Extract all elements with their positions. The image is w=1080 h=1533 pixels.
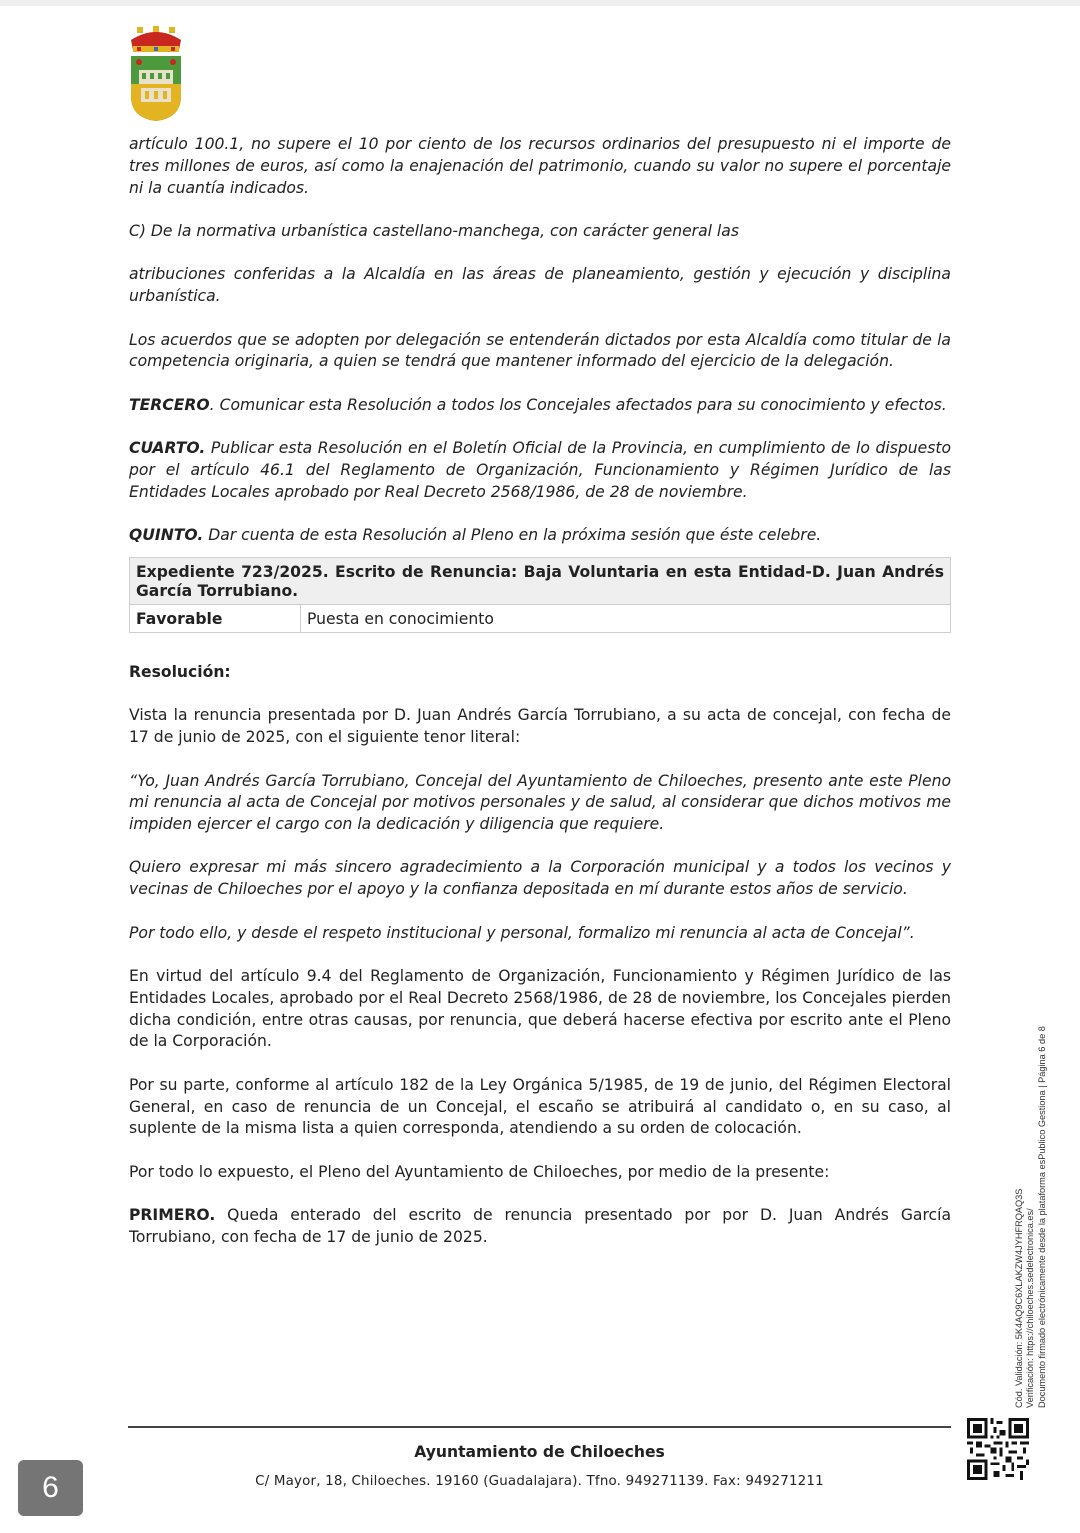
footer-divider <box>128 1426 951 1428</box>
footer-organization: Ayuntamiento de Chiloeches <box>414 1443 665 1461</box>
paragraph: Por todo ello, y desde el respeto institucional y personal, formalizo mi renuncia al acta de Concejal”. <box>129 923 915 942</box>
primero-paragraph <box>129 1205 951 1249</box>
paragraph: Quiero expresar mi más sincero agradecimiento a la Corporación municipal y a todos los vecinos y vecinas de Chiloeches por el apoyo y la confianza depositada en mí durante estos años de servicio. <box>129 858 951 899</box>
document-body <box>129 134 951 1270</box>
page-number-badge: 6 <box>18 1460 83 1516</box>
paragraph: Los acuerdos que se adopten por delegación se entenderán dictados por esta Alcaldía como titular de la competencia originaria, a quien se tendrá que mantener informado del ejercicio de la delegación. <box>129 330 951 371</box>
quinto-label: QUINTO. <box>129 526 204 545</box>
table-row <box>130 557 951 604</box>
expediente-title: Expediente 723/2025. Escrito de Renuncia: Baja Voluntaria en esta Entidad-D. Juan Andrés García Torrubiano. <box>130 557 951 604</box>
coat-of-arms-icon <box>127 26 185 122</box>
paragraph: Vista la renuncia presentada por D. Juan Andrés García Torrubiano, a su acta de concejal, con fecha de 17 de junio de 2025, con el siguiente tenor literal: <box>129 706 951 747</box>
qr-code-icon <box>967 1418 1029 1480</box>
footer-address: C/ Mayor, 18, Chiloeches. 19160 (Guadalajara). Tfno. 949271139. Fax: 949271211 <box>255 1474 824 1489</box>
quinto-text: Dar cuenta de esta Resolución al Pleno en la próxima sesión que éste celebre. <box>203 526 822 545</box>
verification-url[interactable]: Verificación: https://chiloeches.sedelectronica.es/ <box>1025 1208 1036 1408</box>
paragraph: Por todo lo expuesto, el Pleno del Ayuntamiento de Chiloeches, por medio de la presente: <box>129 1162 830 1181</box>
paragraph: “Yo, Juan Andrés García Torrubiano, Concejal del Ayuntamiento de Chiloeches, presento ante este Pleno mi renuncia al acta de Concejal por motivos personales y de salud, al considerar que dichos motivos me impiden ejercer el cargo con la dedicación y diligencia que requiere. <box>129 771 951 834</box>
status-value: Puesta en conocimiento <box>301 604 951 632</box>
paragraph: C) De la normativa urbanística castellano-manchega, con carácter general las <box>129 221 739 240</box>
tercero-label: TERCERO <box>129 395 210 414</box>
primero-label: PRIMERO. <box>129 1206 216 1225</box>
cuarto-text: Publicar esta Resolución en el Boletín Oficial de la Provincia, en cumplimiento de lo dispuesto por el artículo 46.1 del Reglamento de Organización, Funcionamiento y Régimen Jurídico de las Entidades Locales aprobado por Real Decreto 2568/1986, de 28 de noviembre. <box>129 439 951 501</box>
quinto-paragraph <box>129 525 951 547</box>
tercero-text: . Comunicar esta Resolución a todos los Concejales afectados para su conocimiento y efectos. <box>209 395 947 414</box>
paragraph: artículo 100.1, no supere el 10 por ciento de los recursos ordinarios del presupuesto ni el importe de tres millones de euros, así como la enajenación del patrimonio, cuando su valor no supere el porcentaje ni la cuantía indicados. <box>129 135 951 197</box>
validation-code: Cód. Validación: 5K4AQ9C6XLAKZW4JYHFRQAQ3S <box>1014 1188 1024 1408</box>
paragraph: atribuciones conferidas a la Alcaldía en las áreas de planeamiento, gestión y ejecución y disciplina urbanística. <box>129 265 951 306</box>
primero-text: Queda enterado del escrito de renuncia presentado por por D. Juan Andrés García Torrubiano, con fecha de 17 de junio de 2025. <box>129 1206 951 1247</box>
paragraph: Por su parte, conforme al artículo 182 de la Ley Orgánica 5/1985, de 19 de junio, del Régimen Electoral General, en caso de renuncia de un Concejal, el escaño se atribuirá al candidato o, en su caso, al suplente de la misma lista a quien corresponda, atendiendo a su orden de colocación. <box>129 1075 951 1138</box>
resolucion-heading-text: Resolución: <box>129 662 231 681</box>
cuarto-paragraph <box>129 438 951 503</box>
resolucion-heading <box>129 662 951 684</box>
validation-sidebar <box>1014 958 1048 1408</box>
cuarto-label: CUARTO. <box>129 439 206 458</box>
paragraph: En virtud del artículo 9.4 del Reglamento de Organización, Funcionamiento y Régimen Jurídico de las Entidades Locales, aprobado por el Real Decreto 2568/1986, de 28 de noviembre, los Concejales pierden dicha condición, entre otras causas, por renuncia, que deberá hacerse efectiva por escrito ante el Pleno de la Corporación. <box>129 967 951 1051</box>
signature-note: Documento firmado electrónicamente desde la plataforma esPublico Gestiona | Página 6 de 8 <box>1036 1026 1047 1408</box>
table-row <box>130 604 951 632</box>
expediente-table <box>129 557 951 633</box>
top-bar <box>0 0 1080 6</box>
status-label: Favorable <box>130 604 301 632</box>
tercero-paragraph <box>129 395 951 417</box>
